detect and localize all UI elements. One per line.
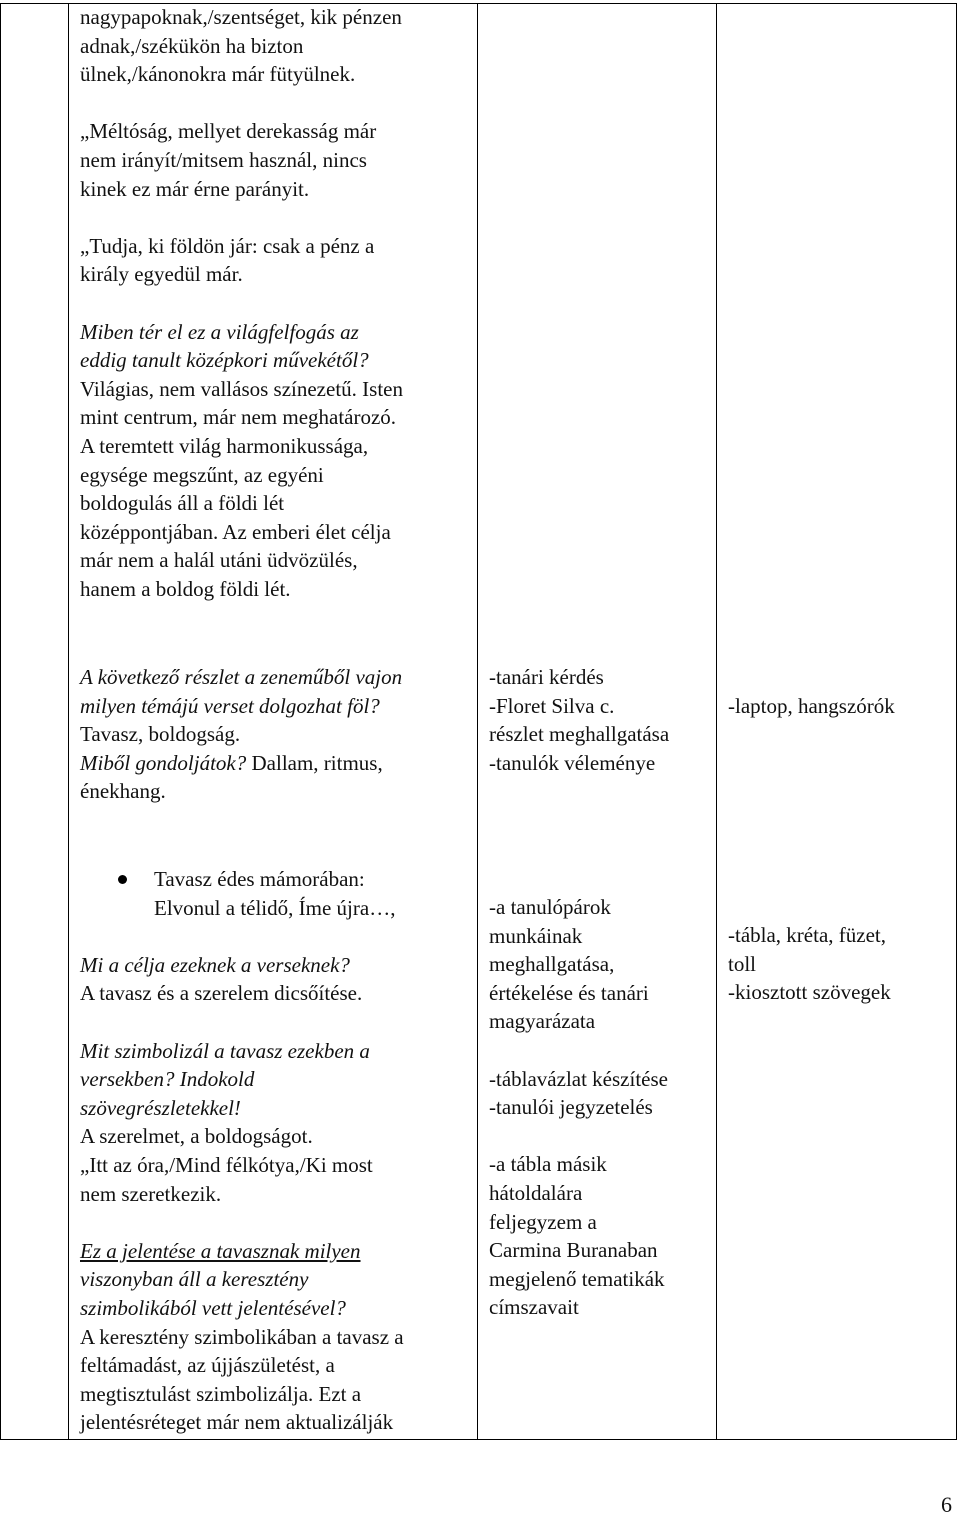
method-line: -táblavázlat készítése xyxy=(489,1066,668,1091)
question-line: szövegrészletekkel! xyxy=(80,1095,241,1120)
method-line: munkáinak xyxy=(489,923,583,948)
question-text: versekben? xyxy=(80,1067,180,1092)
quote-line: nem irányít/mitsem használ, nincs xyxy=(80,147,367,172)
question-line: Ez a jelentése a tavasznak milyen xyxy=(80,1238,361,1263)
content-cell-spring-poems xyxy=(80,865,404,1437)
question-line: milyen témájú verset dolgozhat föl? xyxy=(80,693,380,718)
question-text: Miből gondoljátok? xyxy=(80,750,247,775)
method-line: -tanulók véleménye xyxy=(489,750,656,775)
question-line: szimbolikából vett jelentésével? xyxy=(80,1295,346,1320)
answer-line: feltámadást, az újjászületést, a xyxy=(80,1353,335,1378)
content-cell-poem-analysis xyxy=(80,3,403,603)
quote-line: adnak,/székükön ha bizton xyxy=(80,33,304,58)
quote-line: király egyedül már. xyxy=(80,262,243,287)
answer-line: már nem a halál utáni üdvözülés, xyxy=(80,548,358,573)
answer-line: A teremtett világ harmonikussága, xyxy=(80,433,369,458)
quote-line: nem szeretkezik. xyxy=(80,1181,222,1206)
method-line: címszavait xyxy=(489,1295,579,1320)
question-text: Indokold xyxy=(179,1067,255,1092)
method-line: megjelenő tematikák xyxy=(489,1266,665,1291)
answer-line: megtisztulást szimbolizálja. Ezt a xyxy=(80,1381,362,1406)
question-line xyxy=(80,1065,404,1094)
tools-line: toll xyxy=(728,951,757,976)
answer-line: Világias, nem vallásos színezetű. Isten xyxy=(80,376,403,401)
column-divider-2 xyxy=(477,4,478,1439)
tools-line: -tábla, kréta, füzet, xyxy=(728,923,886,947)
method-line: -a tanulópárok xyxy=(489,895,611,919)
method-line: magyarázata xyxy=(489,1009,596,1034)
method-cell-spring xyxy=(489,893,668,1322)
tools-cell-music xyxy=(728,692,895,721)
method-line: Carmina Buranaban xyxy=(489,1238,658,1263)
question-line: viszonyban áll a keresztény xyxy=(80,1267,309,1292)
method-cell-music xyxy=(489,663,669,777)
question-line: eddig tanult középkori művekétől? xyxy=(80,348,369,373)
page-number: 6 xyxy=(941,1492,952,1517)
answer-line: egysége megszűnt, az egyéni xyxy=(80,462,324,487)
question-line: A következő részlet a zeneműből vajon xyxy=(80,665,403,689)
question-line: Mit szimbolizál a tavasz ezekben a xyxy=(80,1038,370,1063)
column-divider-3 xyxy=(716,4,717,1439)
question-line: Mi a célja ezeknek a verseknek? xyxy=(80,952,350,977)
bullet-line: Tavasz édes mámorában: xyxy=(154,867,365,891)
method-line: feljegyzem a xyxy=(489,1209,597,1234)
method-line: -tanulói jegyzetelés xyxy=(489,1095,653,1120)
answer-line: A szerelmet, a boldogságot. xyxy=(80,1124,313,1149)
answer-line: boldogulás áll a földi lét xyxy=(80,491,285,516)
method-line: meghallgatása, xyxy=(489,952,615,977)
content-cell-music-question xyxy=(80,663,402,806)
quote-line: ülnek,/kánonokra már fütyülnek. xyxy=(80,62,356,87)
quote-line: „Tudja, ki földön jár: csak a pénz a xyxy=(80,233,375,258)
method-line: hátoldalára xyxy=(489,1180,583,1205)
bullet-item xyxy=(80,865,404,922)
column-divider-1 xyxy=(68,4,69,1439)
bullet-icon xyxy=(118,875,127,884)
tools-cell-spring xyxy=(728,921,891,1007)
answer-line: A tavasz és a szerelem dicsőítése. xyxy=(80,981,363,1006)
quote-line: nagypapoknak,/szentséget, kik pénzen xyxy=(80,5,402,29)
answer-line: középpontjában. Az emberi élet célja xyxy=(80,519,391,544)
quote-line: „Méltóság, mellyet derekasság már xyxy=(80,119,377,144)
quote-line: „Itt az óra,/Mind félkótya,/Ki most xyxy=(80,1152,373,1177)
method-line: -tanári kérdés xyxy=(489,665,604,689)
bullet-line: Elvonul a télidő, Íme újra…, xyxy=(154,895,396,920)
tools-line: -laptop, hangszórók xyxy=(728,694,895,718)
question-line: Miben tér el ez a világfelfogás az xyxy=(80,319,359,344)
answer-line: Tavasz, boldogság. xyxy=(80,722,241,747)
method-line: -Floret Silva c. xyxy=(489,693,615,718)
tools-line: -kiosztott szövegek xyxy=(728,980,891,1005)
answer-text: Dallam, ritmus, xyxy=(246,750,383,775)
answer-line: A keresztény szimbolikában a tavasz a xyxy=(80,1324,404,1349)
answer-line: mint centrum, már nem meghatározó. xyxy=(80,405,397,430)
method-line: értékelése és tanári xyxy=(489,980,649,1005)
mixed-line xyxy=(80,749,402,778)
method-line: részlet meghallgatása xyxy=(489,722,670,747)
answer-line: énekhang. xyxy=(80,779,166,804)
quote-line: kinek ez már érne parányit. xyxy=(80,176,310,201)
answer-line: jelentésréteget már nem aktualizálják xyxy=(80,1410,394,1435)
method-line: -a tábla másik xyxy=(489,1152,607,1177)
answer-line: hanem a boldog földi lét. xyxy=(80,576,291,601)
